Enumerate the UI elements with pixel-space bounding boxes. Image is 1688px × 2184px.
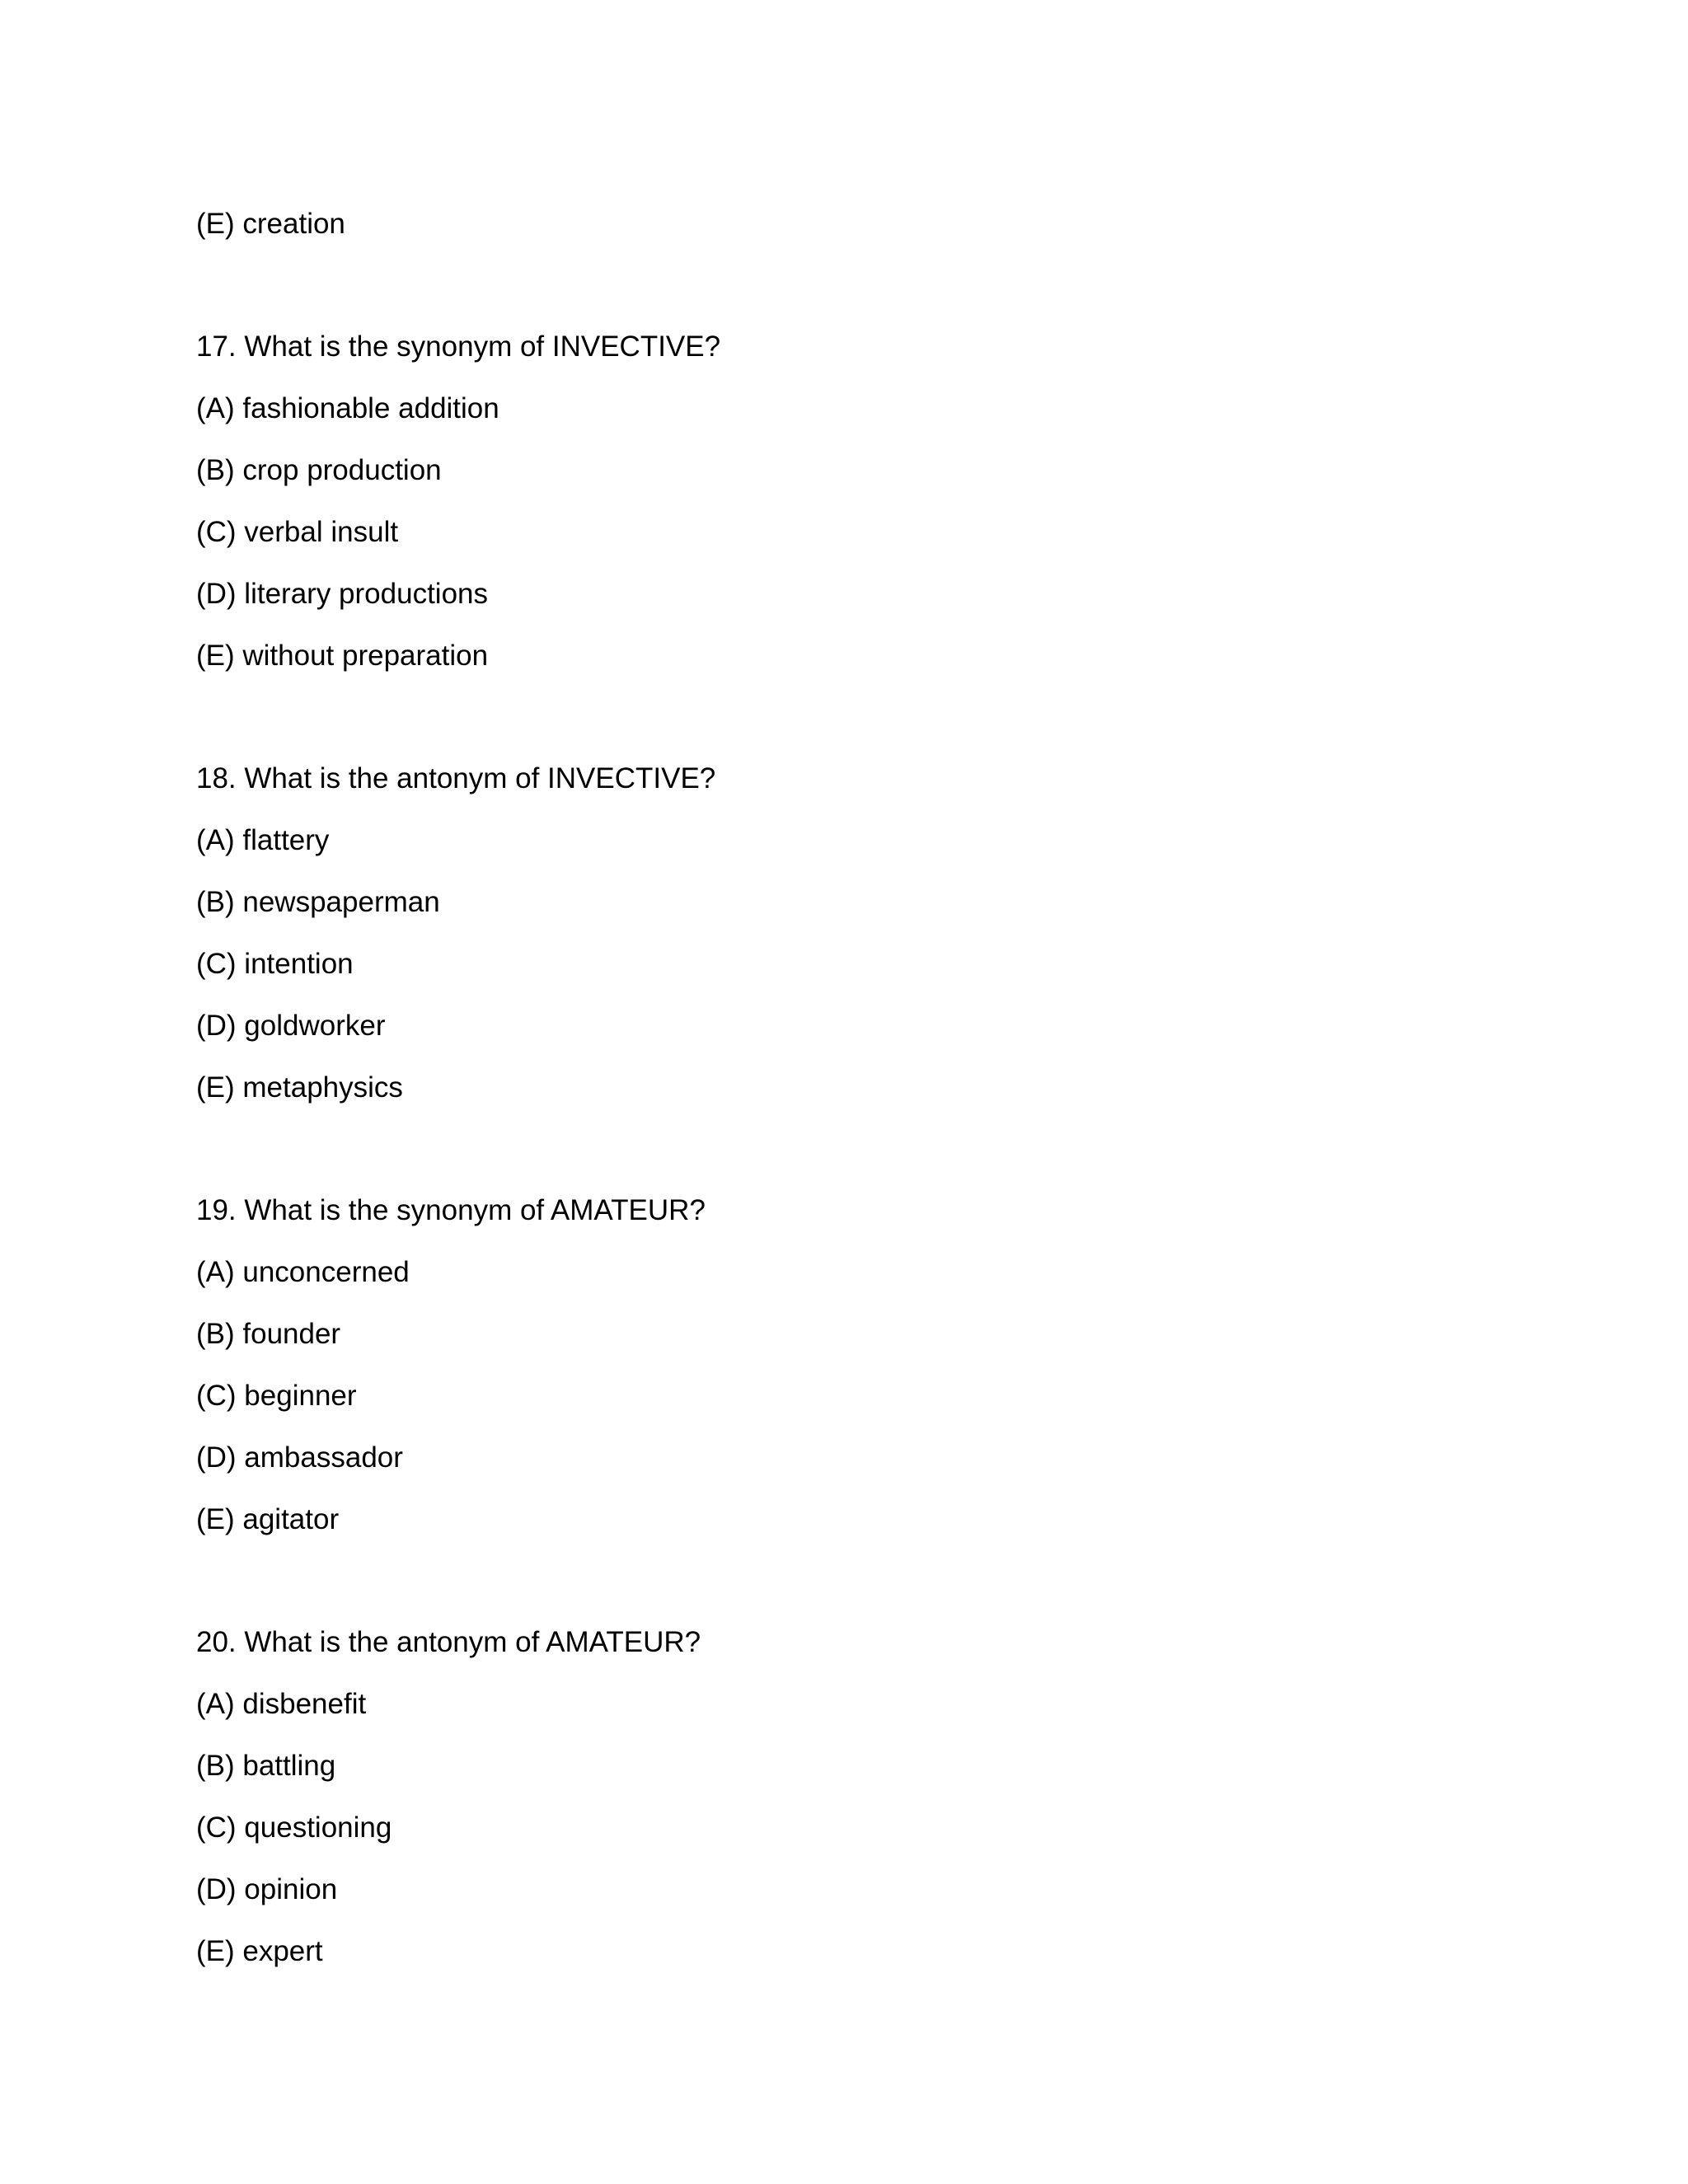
- answer-option: (B) battling: [196, 1750, 336, 1782]
- spacer: [196, 1550, 1515, 1611]
- answer-option: (D) ambassador: [196, 1441, 403, 1474]
- answer-option: (C) questioning: [196, 1811, 392, 1844]
- answer-option: (E) without preparation: [196, 640, 489, 672]
- answer-option: (D) literary productions: [196, 578, 488, 610]
- answer-option: (A) flattery: [196, 824, 330, 856]
- answer-option: (C) intention: [196, 948, 354, 980]
- question-text: 18. What is the antonym of INVECTIVE?: [196, 762, 716, 794]
- answer-option: (D) goldworker: [196, 1010, 386, 1042]
- answer-option: (E) expert: [196, 1935, 323, 1967]
- question-block-17: [196, 316, 1515, 687]
- question-block-19: [196, 1179, 1515, 1550]
- answer-option: (E) creation: [196, 208, 345, 240]
- question-block-18: [196, 748, 1515, 1118]
- spacer: [196, 1118, 1515, 1179]
- answer-option: (E) agitator: [196, 1503, 340, 1535]
- question-text: 17. What is the synonym of INVECTIVE?: [196, 330, 721, 363]
- answer-option: (A) fashionable addition: [196, 392, 499, 424]
- spacer: [196, 255, 1515, 316]
- answer-option: (E) metaphysics: [196, 1071, 403, 1104]
- answer-option: (D) opinion: [196, 1873, 338, 1905]
- answer-option: (B) crop production: [196, 454, 442, 486]
- answer-option: (A) disbenefit: [196, 1688, 367, 1720]
- answer-option: (C) verbal insult: [196, 516, 399, 548]
- answer-option: (C) beginner: [196, 1380, 357, 1412]
- answer-option: (B) newspaperman: [196, 886, 440, 918]
- spacer: [196, 687, 1515, 748]
- question-text: 20. What is the antonym of AMATEUR?: [196, 1626, 701, 1658]
- answer-option: (A) unconcerned: [196, 1256, 410, 1288]
- answer-option: (B) founder: [196, 1318, 341, 1350]
- document-content: [196, 193, 1515, 1982]
- question-block-20: [196, 1611, 1515, 1982]
- question-text: 19. What is the synonym of AMATEUR?: [196, 1194, 706, 1226]
